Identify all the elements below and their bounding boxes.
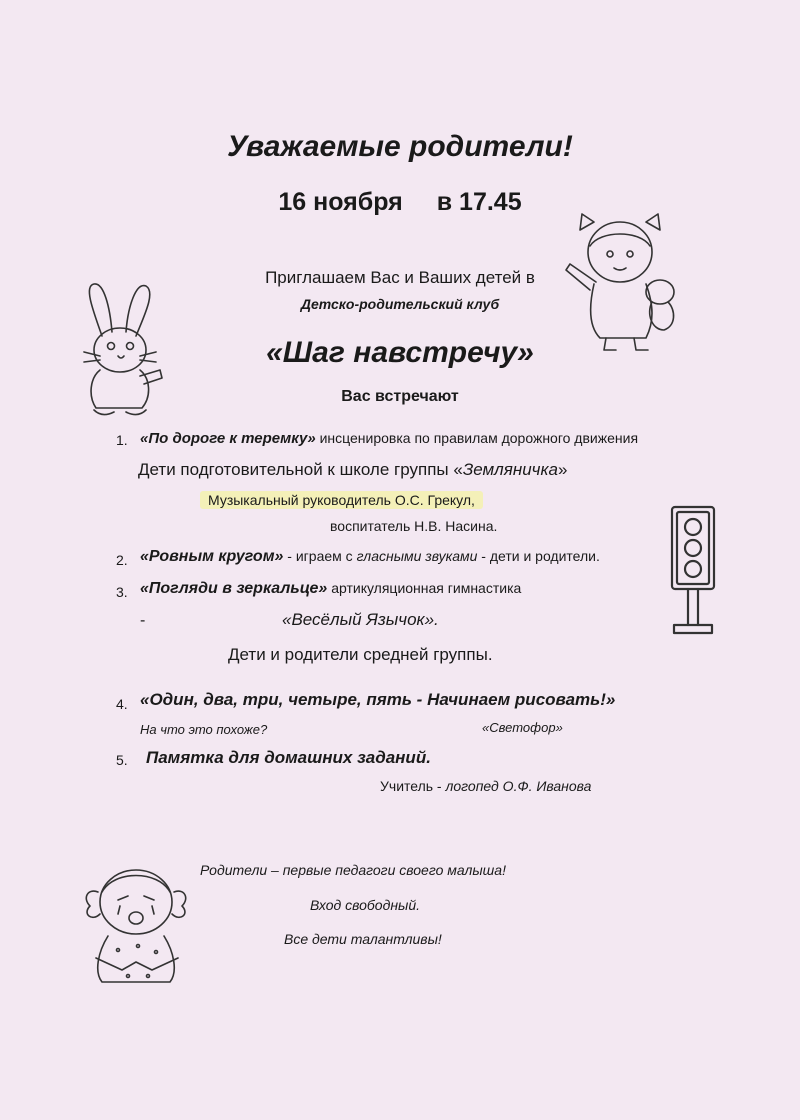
page-title: Уважаемые родители! [227,130,573,163]
signature-name: логопед О.Ф. Иванова [445,778,592,794]
signature [380,778,591,794]
crying-girl-illustration-icon [78,862,196,990]
item-1-music-director [200,492,483,508]
item-3-title: «Погляди в зеркальце» [140,580,328,597]
event-date: 16 ноября [278,188,403,216]
item-3-line [140,580,521,598]
item-5-title: Памятка для домашних заданий. [146,748,431,767]
item-3-desc: артикуляционная гимнастика [327,580,522,596]
item-4-number: 4. [116,696,128,712]
item-2-desc-c: - дети и родители. [477,548,600,564]
item-2-desc-a: - играем с [283,548,357,564]
item-2-desc-b: гласными звуками [356,548,478,564]
item-1-group-line [138,460,567,480]
bunny-illustration-icon [70,278,180,418]
music-director-text: Музыкальный руководитель О.С. Грекул, [200,491,483,509]
item-1-desc: инсценировка по правилам дорожного движения [315,430,639,446]
item-5-number: 5. [116,752,128,768]
invite-text: Приглашаем Вас и Ваших детей в [265,268,535,287]
item-1-group-prefix: Дети подготовительной к школе группы « [138,460,463,479]
item-3-performers: Дети и родители средней группы. [228,645,493,664]
item-2-line [140,548,600,566]
item-3-subtitle: «Весёлый Язычок». [282,610,439,629]
item-3-number: 3. [116,584,128,600]
footer-line-3: Все дети талантливы! [284,931,442,947]
item-4-title: «Один, два, три, четыре, пять - Начинаем рисовать!» [140,690,616,709]
club-type: Детско-родительский клуб [300,296,500,312]
footer-line-2: Вход свободный. [310,897,420,913]
item-1-group-name: Земляничка [462,460,558,479]
item-1-group-suffix: » [557,460,568,479]
club-name: «Шаг навстречу» [266,336,534,369]
item-1-number: 1. [116,432,128,448]
item-3-dash: - [140,612,146,629]
item-2-title: «Ровным кругом» [140,548,284,565]
item-1-teacher: воспитатель Н.В. Насина. [330,518,498,534]
signature-role: Учитель - [380,778,446,794]
girl-with-doll-illustration-icon [560,210,690,355]
greeting: Вас встречают [341,388,459,405]
item-4-question: На что это похоже? [140,722,268,737]
traffic-light-icon [668,505,720,635]
item-2-number: 2. [116,552,128,568]
footer-line-1: Родители – первые педагоги своего малыша! [200,862,506,878]
item-4-answer: «Светофор» [482,720,563,735]
item-1-title: «По дороге к теремку» [140,430,316,447]
item-1-line [140,430,638,447]
event-time: в 17.45 [436,188,522,216]
